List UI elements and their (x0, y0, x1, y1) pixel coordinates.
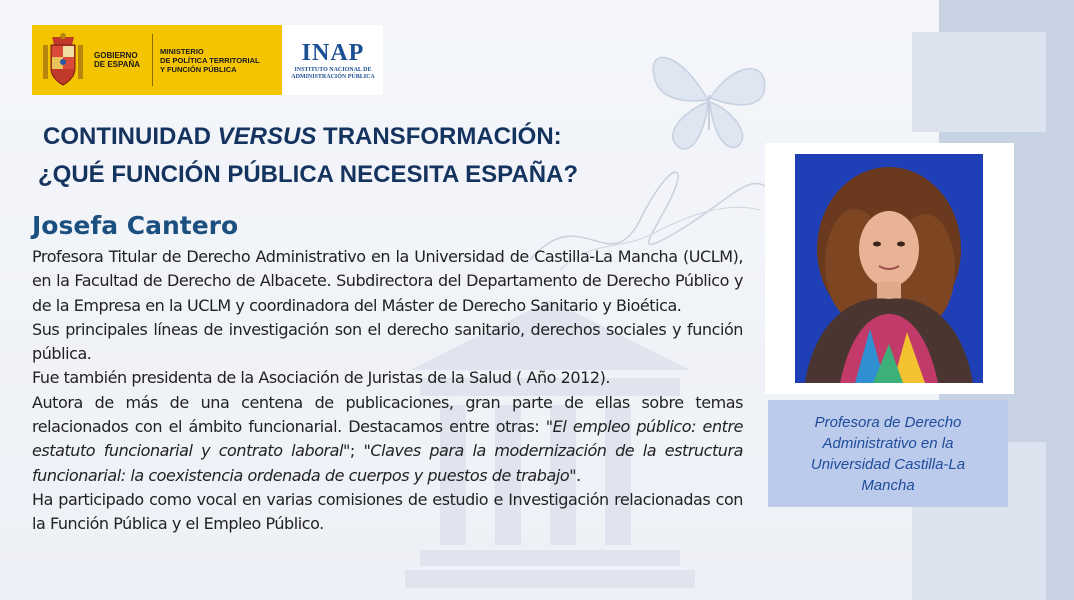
inap-wordmark: INAP (301, 39, 365, 66)
speaker-caption (768, 400, 1008, 507)
speaker-photo (795, 154, 983, 383)
bio-paragraph: Profesora Titular de Derecho Administrativo en la Universidad de Castilla-La Mancha (UCLM), en la Facultad de Derecho de Albacete. Subdirectora del Departamento de Derecho Público y de la Empresa en la UCLM y coordinadora del Máster de Derecho Sanitario y Bioética. (32, 247, 743, 315)
bio-text: ". (569, 465, 581, 485)
inap-sub-line: INSTITUTO NACIONAL DE (294, 66, 372, 73)
bio-paragraph: Fue también presidenta de la Asociación de Juristas de la Salud ( Año 2012). (32, 368, 610, 388)
background-block (912, 32, 1046, 132)
coat-of-arms-icon (40, 31, 86, 89)
page-title (38, 118, 738, 194)
title-line-1 (38, 118, 738, 156)
logo-divider (152, 34, 153, 86)
gobierno-line: DE ESPAÑA (94, 60, 141, 69)
speaker-name: Josefa Cantero (32, 211, 239, 240)
inap-sub-line: ADMINISTRACIÓN PÚBLICA (291, 73, 375, 80)
bio-publication-title: Claves para la modernización de la estructura funcionarial: la coexistencia ordenada de cuerpos y puestos de trabajo (32, 441, 743, 485)
portrait-illustration-icon (795, 154, 983, 383)
bio-publication-title: El empleo público: entre estatuto funcionarial y contrato laboral (32, 417, 743, 461)
bio-text: Autora de más de una centena de publicaciones, gran parte de ellas sobre temas relacionados con el ámbito funcionarial. Destacamos entre otras: " (32, 392, 743, 437)
speaker-bio (32, 245, 743, 537)
inap-logo (283, 25, 383, 95)
gobierno-line: GOBIERNO (94, 51, 138, 60)
title-part: CONTINUIDAD (43, 123, 218, 150)
ministerio-line: Y FUNCIÓN PÚBLICA (160, 64, 237, 74)
bio-text: "; " (343, 441, 371, 461)
inap-subtitle (291, 67, 375, 81)
bio-paragraph: Sus principales líneas de investigación son el derecho sanitario, derechos sociales y función pública. (32, 319, 743, 364)
title-line-2: ¿QUÉ FUNCIÓN PÚBLICA NECESITA ESPAÑA? (38, 161, 579, 188)
ministerio-line: DE POLÍTICA TERRITORIAL (160, 55, 260, 65)
ministerio-line: MINISTERIO (160, 46, 204, 56)
caption-text: Profesora de Derecho Administrativo en la Universidad Castilla-La Mancha (810, 413, 966, 494)
gobierno-text (94, 51, 146, 69)
bio-paragraph (32, 391, 743, 488)
bio-paragraph: Ha participado como vocal en varias comisiones de estudio e Investigación relacionadas con la Función Pública y el Empleo Público. (32, 489, 743, 534)
ministerio-text (160, 47, 260, 74)
title-emphasis: VERSUS (217, 123, 317, 150)
gobierno-logo (32, 25, 282, 95)
speaker-photo-frame (765, 143, 1014, 394)
title-part: TRANSFORMACIÓN: (316, 123, 562, 150)
